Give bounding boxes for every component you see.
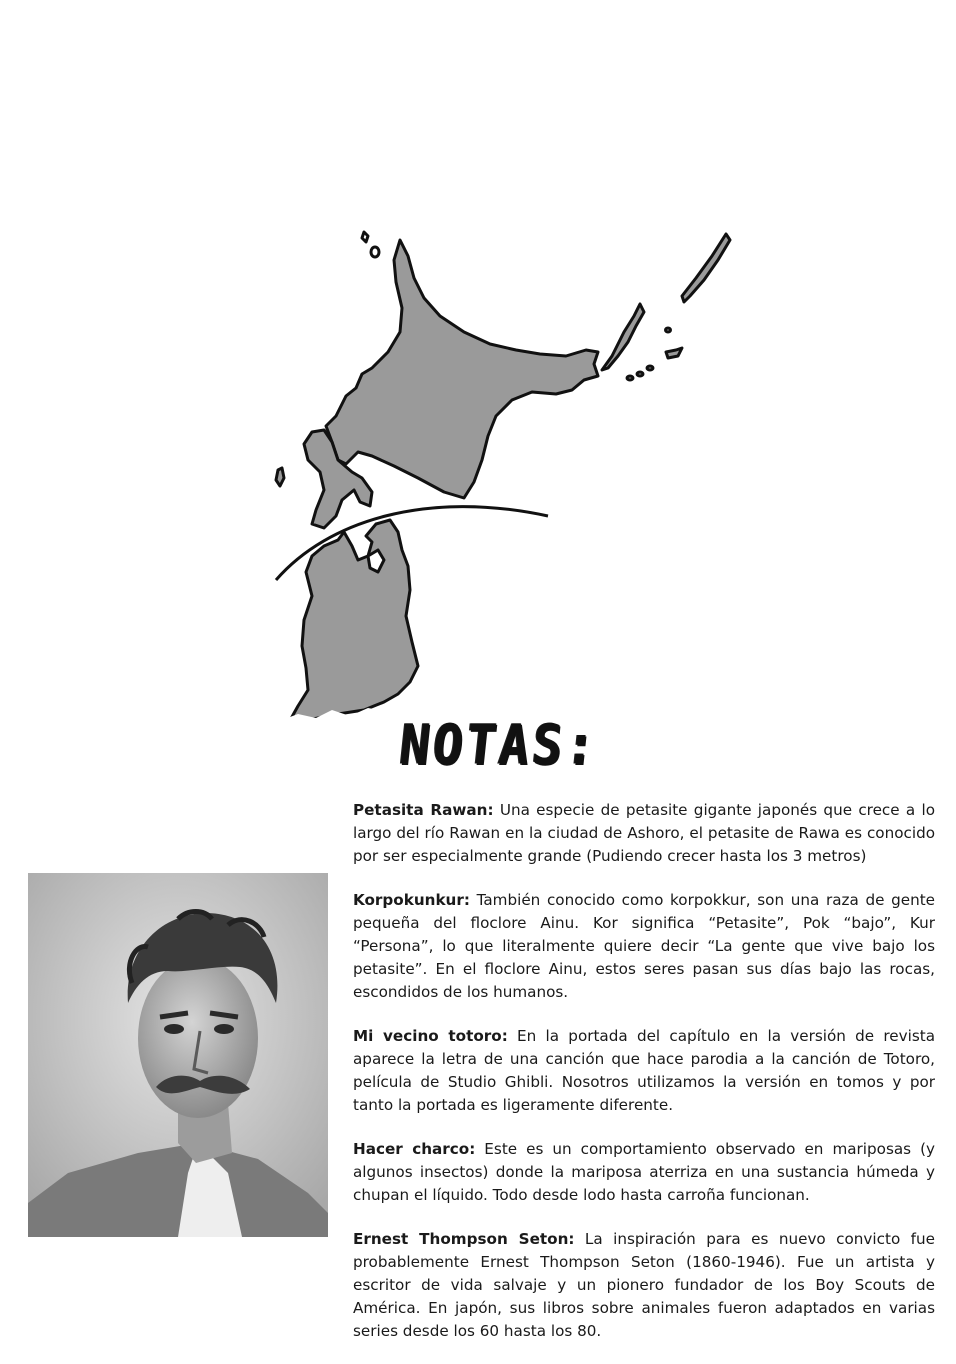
note-term: Mi vecino totoro: [353,1027,508,1045]
note-term: Ernest Thompson Seton: [353,1230,575,1248]
note-term: Hacer charco: [353,1140,476,1158]
hokkaido-island [326,240,598,498]
note-petasita-rawan [353,799,935,868]
notes-list [353,799,935,1364]
note-text: También conocido como korpokkur, son una raza de gente pequeña del floclore Ainu. Kor significa “Petasite”, Pok “bajo”, Kur “Persona”, lo que literalmente quiere decir “La gente que vive bajo los petasite”. En el floclore Ainu, estos seres pasan sus días bajo las rocas, escondidos de los humanos. [353,891,935,1001]
right-eye [214,1024,234,1034]
note-korpokunkur [353,889,935,1004]
note-text: La inspiración para es nuevo convicto fue probablemente Ernest Thompson Seton (1860-1946). Fue un artista y escritor de vida salvaje y un pionero fundador de los Boy Scouts de América. En japón, sus libros sobre animales fueron adaptados en varias series desde los 60 hasta los 80. [353,1230,935,1340]
kuril-islet-4 [666,328,671,332]
portrait-photo [28,873,328,1237]
kuril-islet-3 [647,366,653,370]
kuril-island-3 [666,348,682,358]
kuril-island-1 [602,304,644,370]
note-ernest-thompson-seton [353,1228,935,1343]
note-term: Korpokunkur: [353,891,470,909]
kuril-island-2 [682,234,730,302]
left-eye [164,1024,184,1034]
note-hacer-charco [353,1138,935,1207]
note-text: En la portada del capítulo en la versión de revista aparece la letra de una canción que hace parodia a la canción de Totoro, película de Studio Ghibli. Nosotros utilizamos la versión en tomos y por tanto la portada es ligeramente diferente. [353,1027,936,1114]
kuril-islet-2 [637,372,643,376]
japan-map-illustration [268,220,738,730]
note-text: Este es un comportamiento observado en mariposas (y algunos insectos) donde la mariposa aterriza en una sustancia húmeda y chupan el líquido. Todo desde lodo hasta carroña funcionan. [353,1140,935,1204]
kuril-islet-1 [627,376,633,380]
rebun-island [362,232,368,242]
rishiri-island [371,247,379,257]
note-text: Una especie de petasite gigante japonés que crece a lo largo del río Rawan en la ciudad de Ashoro, el petasite de Rawa es conocido por ser especialmente grande (Pudiendo crecer hasta los 3 metros) [353,801,935,865]
okushiri-island [276,468,284,486]
notes-heading: NOTAS: [396,713,602,777]
note-mi-vecino-totoro [353,1025,935,1117]
note-term: Petasita Rawan: [353,801,494,819]
